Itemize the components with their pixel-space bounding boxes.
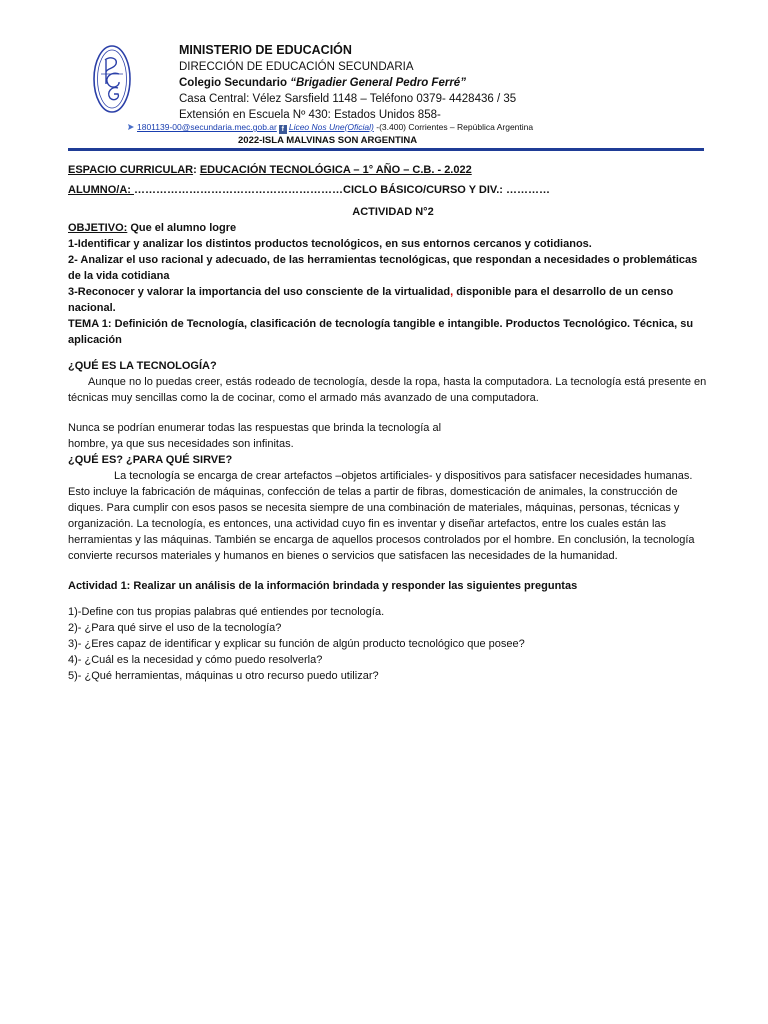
espacio-label: ESPACIO CURRICULAR <box>68 164 194 176</box>
objective-label: OBJETIVO: <box>68 222 128 234</box>
facebook-icon: f <box>279 125 287 134</box>
alumno-label: ALUMNO/A: <box>68 184 134 196</box>
exercise-question-4: 4)- ¿Cuál es la necesidad y cómo puedo resolverla? <box>68 654 323 666</box>
header-divider <box>68 148 704 151</box>
objective-intro: Que el alumno logre <box>127 222 237 234</box>
letterhead <box>179 42 739 123</box>
tema-line: TEMA 1: Definición de Tecnología, clasificación de tecnología tangible e intangible. Productos Tecnológico. Técnica, su aplicación <box>68 318 694 346</box>
exercise-question-5: 5)- ¿Qué herramientas, máquinas u otro recurso puedo utilizar? <box>68 670 379 682</box>
ministry-name: MINISTERIO DE EDUCACIÓN <box>179 43 352 57</box>
exercise-question-3: 3)- ¿Eres capaz de identificar y explicar su función de algún producto tecnológico que posee? <box>68 638 525 650</box>
objective-3 <box>68 284 708 316</box>
facebook-link[interactable]: Liceo Nos Une(Oficial) <box>288 122 374 132</box>
objective-1: 1-Identificar y analizar los distintos productos tecnológicos, en sus entornos cercanos y cotidianos. <box>68 238 592 250</box>
school-logo-icon <box>92 44 132 114</box>
exercise-heading: Actividad 1: Realizar un análisis de la información brindada y responder las siguientes preguntas <box>68 580 578 592</box>
school-location: -(3.400) Corrientes – República Argentina <box>373 122 534 132</box>
school-address: Casa Central: Vélez Sarsfield 1148 – Teléfono 0379- 4428436 / 35 <box>179 93 517 105</box>
school-name: “Brigadier General Pedro Ferré” <box>290 77 466 89</box>
exercise-question-2: 2)- ¿Para qué sirve el uso de la tecnología? <box>68 622 282 634</box>
motto: 2022-ISLA MALVINAS SON ARGENTINA <box>238 135 418 146</box>
alumno-dots: ………………………………………………… <box>134 184 343 196</box>
question-1-text-2: Nunca se podrían enumerar todas las respuestas que brinda la tecnología al hombre, ya que sus necesidades son infinitas. <box>68 422 442 450</box>
question-1-text: Aunque no lo puedas creer, estás rodeado de tecnología, desde la ropa, hasta la computadora. La tecnología está presente en técnicas muy sencillas como la de cocinar, como el armado más avanzado de una computadora. <box>68 376 707 404</box>
document-body <box>68 162 708 684</box>
ciclo-label: CICLO BÁSICO/CURSO Y DIV.: ………… <box>343 184 550 196</box>
question-heading-1: ¿QUÉ ES LA TECNOLOGÍA? <box>68 360 217 372</box>
espacio-value: EDUCACIÓN TECNOLÓGICA – 1° AÑO – C.B. - 2.022 <box>199 164 472 176</box>
email-link[interactable]: 1801139-00@secundaria.mec.gob.ar <box>137 122 277 132</box>
school-name-line <box>179 75 739 91</box>
objective-3-part-b: disponible para el desarrollo de un censo nacional. <box>68 286 674 314</box>
objective-3-part-a: 3-Reconocer y valorar la importancia del uso consciente de la virtualidad <box>68 286 451 298</box>
school-extension: Extensión en Escuela Nº 430: Estados Unidos 858- <box>179 109 441 121</box>
alumno-line <box>68 182 708 198</box>
objective-line <box>68 220 708 236</box>
activity-title: ACTIVIDAD N°2 <box>352 206 434 218</box>
direction-name: DIRECCIÓN DE EDUCACIÓN SECUNDARIA <box>179 61 414 73</box>
question-2-text: La tecnología se encarga de crear artefactos –objetos artificiales- y dispositivos para satisfacer necesidades humanas. Esto incluye la fabricación de máquinas, confección de telas a partir de fibras, domesticación de animales, la construcción de diques. Para cumplir con esos pasos se necesita siempre de una combinación de materiales, máquinas, personas, técnicas y organización. La tecnología, es entonces, una actividad cuyo fin es inventar y diseñar artefactos, entre los cuales están las herramientas y las máquinas. También se encarga de aquellos procesos controlados por el hombre. En conclusión, la tecnología convierte recursos materiales y humanos en bienes o servicios que satisfacen las necesidades de la humanidad. <box>68 470 695 562</box>
school-prefix: Colegio Secundario <box>179 77 291 89</box>
objective-2: 2- Analizar el uso racional y adecuado, de las herramientas tecnológicas, que respondan a necesidades o problemáticas de la vida cotidiana <box>68 254 698 282</box>
email-icon <box>127 123 135 131</box>
exercise-question-1: 1)-Define con tus propias palabras qué entiendes por tecnología. <box>68 606 385 618</box>
contact-line <box>127 122 533 134</box>
espacio-curricular-line: ESPACIO CURRICULAR: EDUCACIÓN TECNOLÓGICA – 1° AÑO – C.B. - 2.022 <box>68 164 472 176</box>
objective-3-comma: , <box>450 286 454 298</box>
question-heading-2: ¿QUÉ ES? ¿PARA QUÉ SIRVE? <box>68 454 233 466</box>
